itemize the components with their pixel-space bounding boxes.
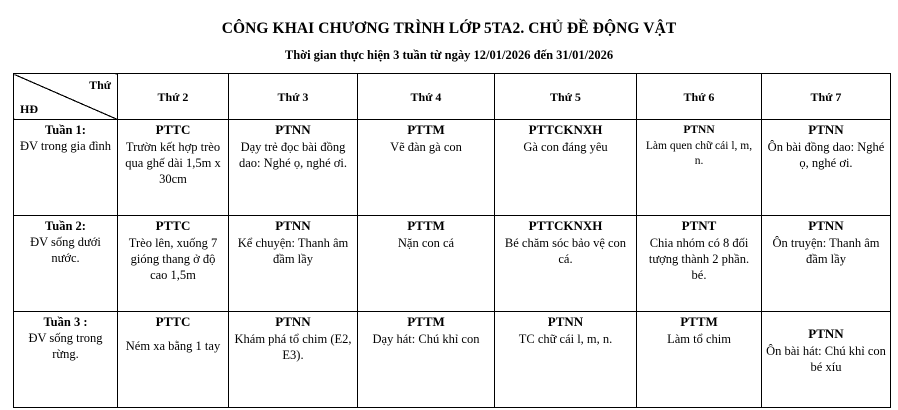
activity-cell xyxy=(637,312,762,408)
week-topic: ĐV sống dưới nước. xyxy=(30,235,101,265)
activity-text: TC chữ cái l, m, n. xyxy=(518,332,613,346)
activity-text: Làm tổ chim xyxy=(667,332,731,346)
activity-code: PTTCKNXH xyxy=(528,122,603,137)
week-name: Tuần 2: xyxy=(45,219,86,233)
activity-cell xyxy=(637,216,762,312)
week-header-cell xyxy=(14,312,118,408)
activity-cell xyxy=(229,312,358,408)
activity-cell xyxy=(495,216,637,312)
activity-text: Gà con đáng yêu xyxy=(523,140,608,154)
day-header-saturday: Thứ 7 xyxy=(762,74,891,120)
page-title: CÔNG KHAI CHƯƠNG TRÌNH LỚP 5TA2. CHỦ ĐỀ ĐỘNG VẬT xyxy=(221,20,677,37)
activity-text: Ôn truyện: Thanh âm đầm lầy xyxy=(772,236,880,266)
activity-cell xyxy=(495,312,637,408)
activity-cell xyxy=(495,120,637,216)
header-row xyxy=(14,74,891,120)
activity-code: PTTM xyxy=(407,218,445,233)
day-header-wednesday: Thứ 4 xyxy=(358,74,495,120)
activity-text: Chia nhóm có 8 đối tượng thành 2 phần. bé. xyxy=(648,236,750,282)
day-header-monday: Thứ 2 xyxy=(118,74,229,120)
activity-code: PTTM xyxy=(407,314,445,329)
week-row-1 xyxy=(14,120,891,216)
schedule-table xyxy=(13,73,891,408)
activity-code: PTNN xyxy=(275,218,311,233)
corner-cell xyxy=(14,74,118,120)
activity-code: PTNN xyxy=(808,326,844,341)
activity-text: Ném xa bằng 1 tay xyxy=(125,339,221,353)
activity-code: PTNN xyxy=(808,218,844,233)
activity-code: PTNN xyxy=(547,314,584,329)
activity-code: PTNN xyxy=(275,314,311,329)
day-header-tuesday: Thứ 3 xyxy=(229,74,358,120)
activity-code: PTTC xyxy=(155,122,191,137)
week-name: Tuần 3 : xyxy=(43,315,88,329)
activity-text: Khám phá tổ chim (E2, E3). xyxy=(234,332,352,362)
activity-code: PTNN xyxy=(808,122,844,137)
activity-code: PTTCKNXH xyxy=(528,218,603,233)
activity-cell xyxy=(358,312,495,408)
activity-text: Dạy hát: Chú khỉ con xyxy=(372,332,480,346)
week-topic: ĐV trong gia đình xyxy=(19,139,112,153)
week-topic: ĐV sống trong rừng. xyxy=(28,331,103,361)
activity-code: PTTM xyxy=(407,122,445,137)
activity-text: Ôn bài hát: Chú khỉ con bé xíu xyxy=(766,344,886,374)
activity-code: PTNN xyxy=(683,124,715,136)
week-header-cell xyxy=(14,120,118,216)
activity-text: Bé chăm sóc bảo vệ con cá. xyxy=(504,236,627,266)
activity-text: Trườn kết hợp trèo qua ghế dài 1,5m x 30cm xyxy=(125,140,221,186)
activity-text: Dạy trẻ đọc bài đồng dao: Nghé ọ, nghé ơi. xyxy=(239,140,347,170)
day-header-thursday: Thứ 5 xyxy=(495,74,637,120)
activity-cell xyxy=(358,216,495,312)
activity-text: Trèo lên, xuống 7 gióng thang ở độ cao 1,5m xyxy=(128,236,218,282)
activity-text: Nặn con cá xyxy=(397,236,455,250)
activity-text: Kể chuyện: Thanh âm đầm lầy xyxy=(237,236,349,266)
activity-code: PTNN xyxy=(275,122,311,137)
activity-code: PTTC xyxy=(155,314,191,329)
activity-cell xyxy=(762,216,891,312)
activity-cell xyxy=(762,312,891,408)
activity-code: PTTC xyxy=(155,218,191,233)
activity-code: PTTM xyxy=(680,314,718,329)
activity-cell xyxy=(229,120,358,216)
activity-cell xyxy=(118,120,229,216)
week-row-3 xyxy=(14,312,891,408)
activity-cell xyxy=(762,120,891,216)
week-row-2 xyxy=(14,216,891,312)
activity-cell xyxy=(358,120,495,216)
activity-cell xyxy=(118,312,229,408)
activity-cell xyxy=(637,120,762,216)
activity-code: PTNT xyxy=(681,218,717,233)
activity-cell xyxy=(229,216,358,312)
activity-text: Làm quen chữ cái l, m, n. xyxy=(645,140,753,167)
corner-day-label: Thứ xyxy=(89,78,111,92)
week-header-cell xyxy=(14,216,118,312)
week-name: Tuần 1: xyxy=(45,123,86,137)
corner-activity-label: HĐ xyxy=(20,102,38,116)
page-subtitle: Thời gian thực hiện 3 tuần từ ngày 12/01/2026 đến 31/01/2026 xyxy=(284,48,614,62)
activity-cell xyxy=(118,216,229,312)
day-header-friday: Thứ 6 xyxy=(637,74,762,120)
activity-text: Ôn bài đồng dao: Nghé ọ, nghé ơi. xyxy=(767,140,885,170)
activity-text: Vẽ đàn gà con xyxy=(390,140,462,154)
